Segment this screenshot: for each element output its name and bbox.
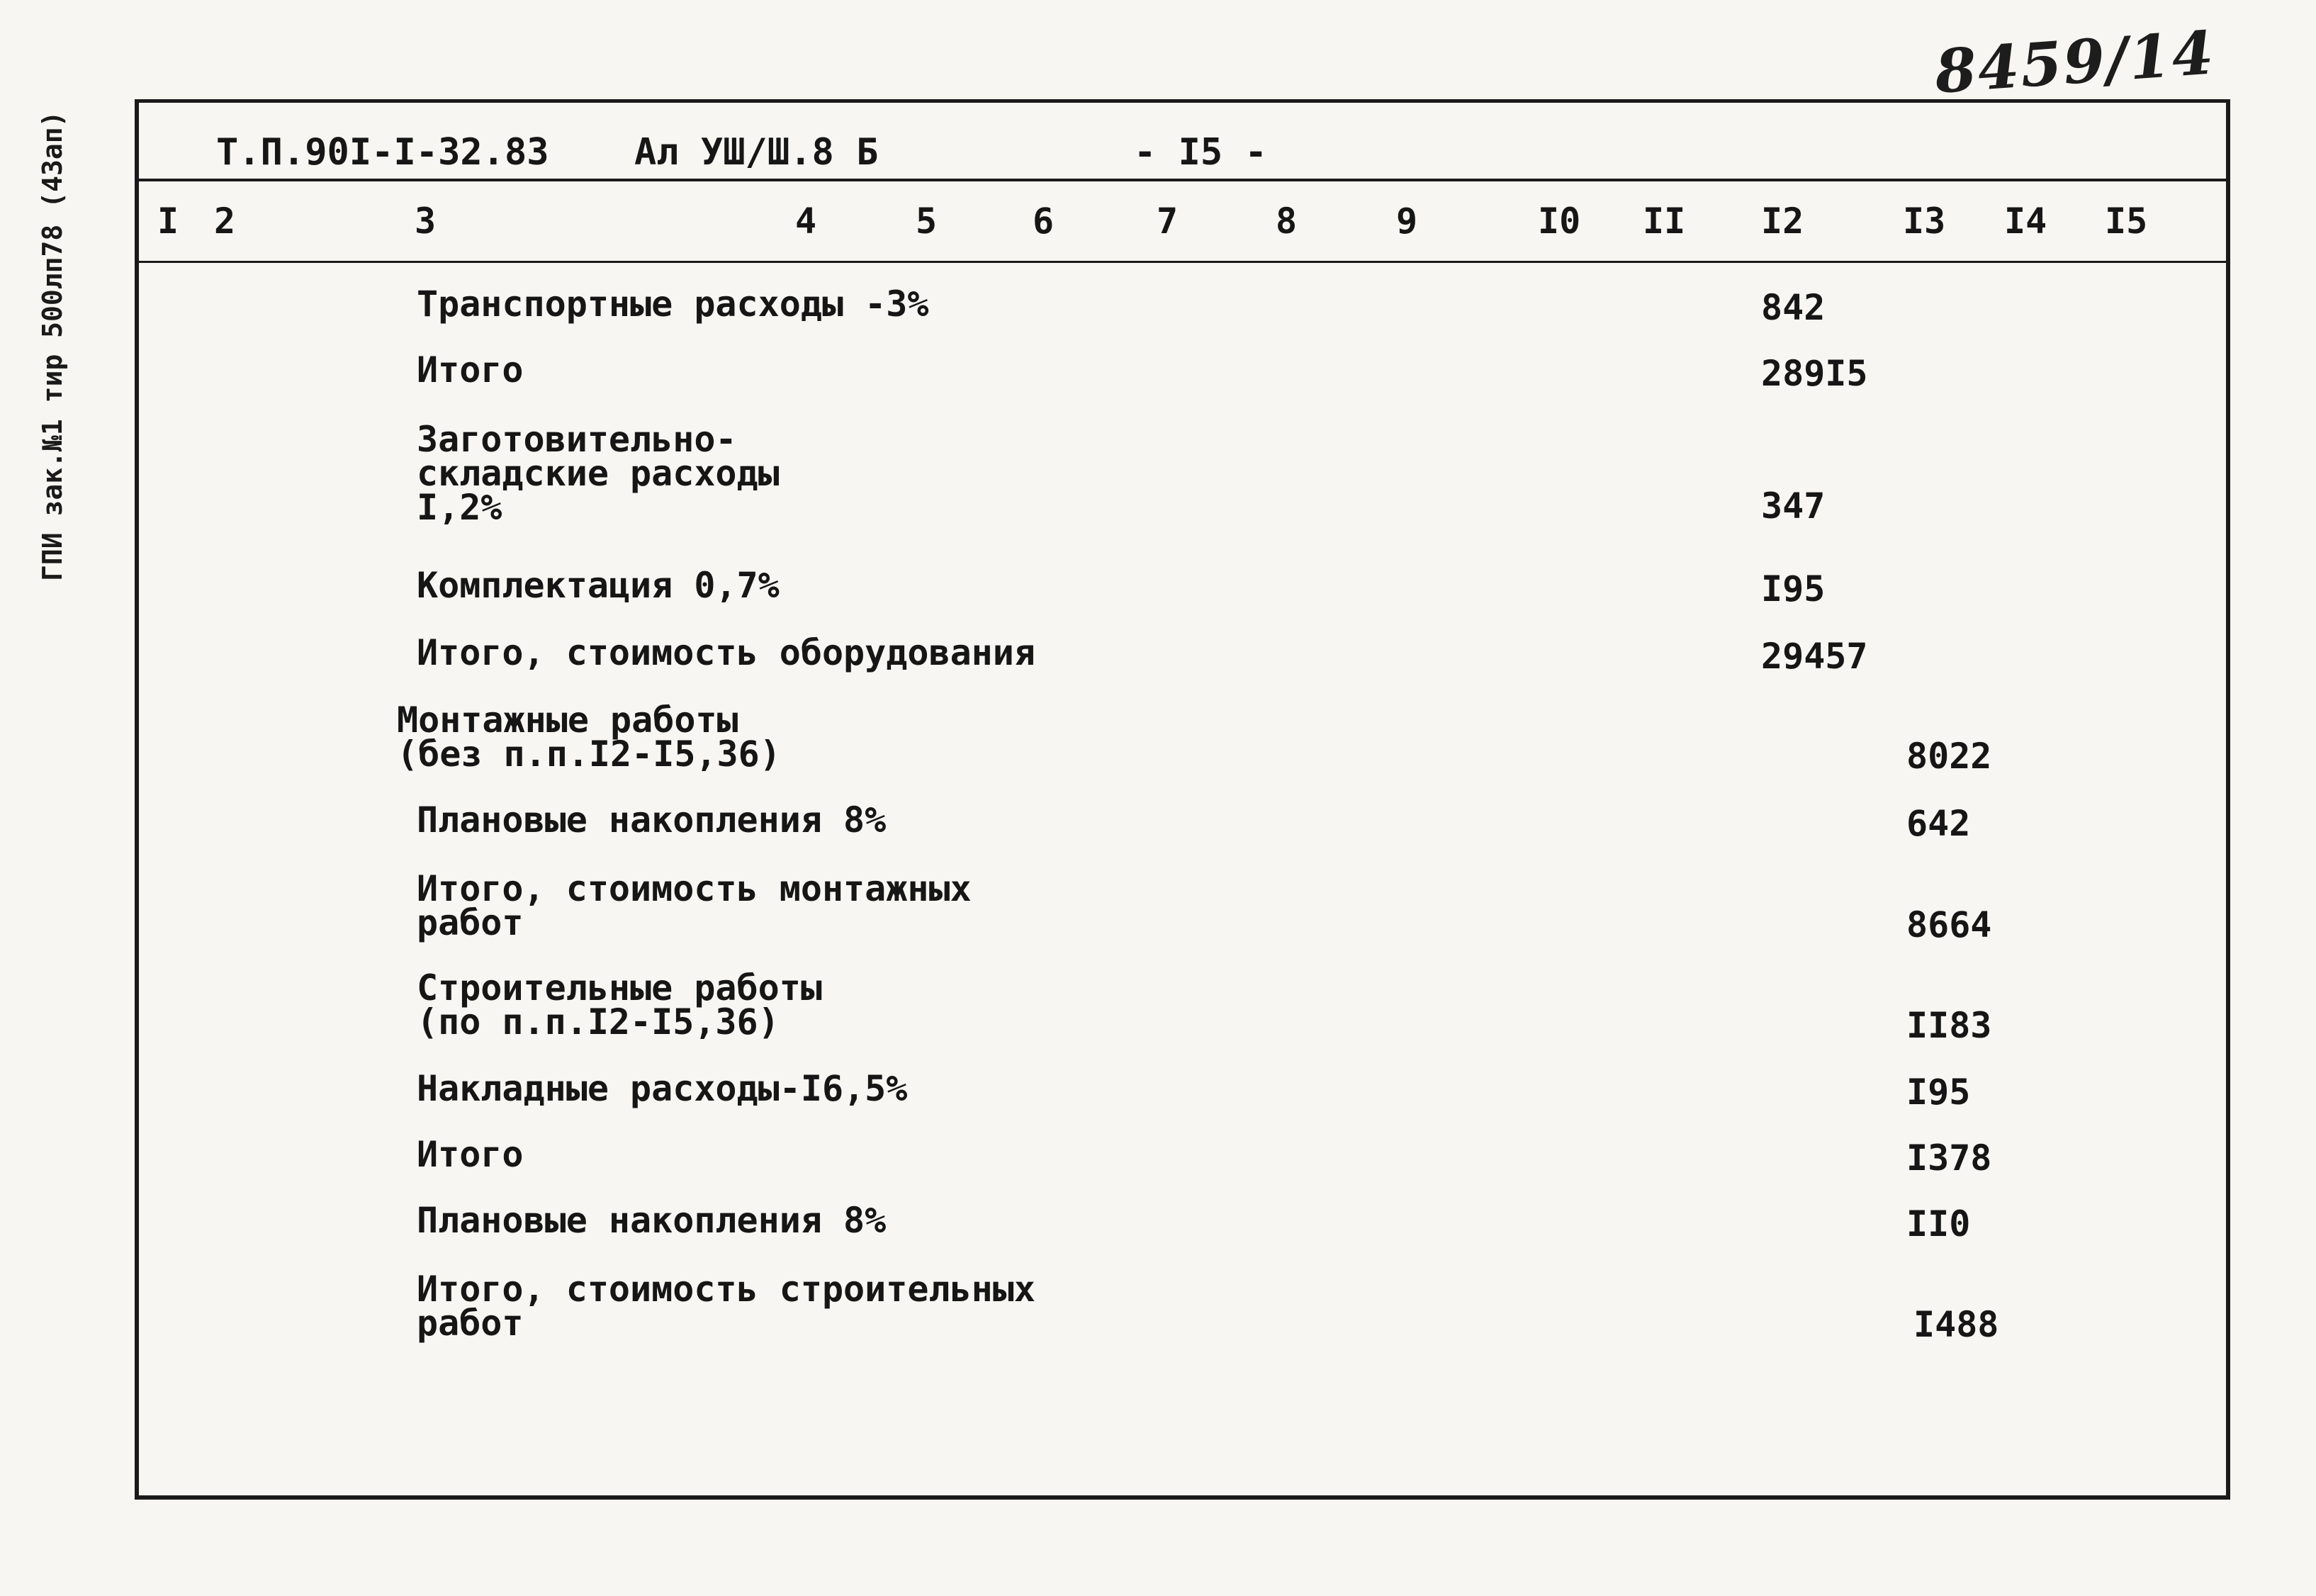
cost-value: 842 (1761, 287, 1826, 328)
row-label: Итого, стоимость оборудования (417, 632, 1035, 673)
cost-value: II83 (1906, 1005, 1992, 1046)
handwritten-archive-number: 8459/14 (1933, 17, 2217, 107)
column-number: 3 (415, 201, 437, 242)
column-number: 5 (916, 201, 938, 242)
column-number: 7 (1157, 201, 1179, 242)
cost-value: I488 (1913, 1304, 1999, 1345)
row-label: Транспортные расходы -3% (417, 283, 929, 325)
column-number: I3 (1903, 201, 1946, 242)
cost-value: 8022 (1906, 736, 1992, 777)
column-number: 9 (1396, 201, 1418, 242)
row-label: Монтажные работы (без п.п.I2-I5,36) (397, 699, 781, 775)
cost-value: I95 (1761, 568, 1826, 609)
column-number: I2 (1761, 201, 1804, 242)
header-divider (135, 179, 2226, 181)
cost-value: 642 (1906, 803, 1971, 844)
cost-value: 347 (1761, 485, 1826, 527)
column-header-divider (135, 261, 2226, 263)
cost-value: 8664 (1906, 904, 1992, 945)
cost-value: 289I5 (1761, 353, 1868, 394)
column-number: I (157, 201, 179, 242)
page-number: - I5 - (1134, 131, 1267, 174)
row-label: Плановые накопления 8% (417, 1200, 887, 1241)
row-label: Итого, стоимость монтажных работ (417, 868, 972, 943)
row-label: Заготовительно- складские расходы I,2% (417, 419, 780, 528)
album-reference: Ал УШ/Ш.8 Б (634, 131, 879, 174)
cost-value: I378 (1906, 1137, 1992, 1179)
document-code: Т.П.90I-I-32.83 (216, 131, 549, 174)
column-number: 4 (795, 201, 817, 242)
column-number: I5 (2105, 201, 2148, 242)
row-label: Итого (417, 349, 524, 390)
cost-value: 29457 (1761, 636, 1868, 677)
column-number: 6 (1033, 201, 1055, 242)
column-number: 2 (214, 201, 236, 242)
row-label: Строительные работы (по п.п.I2-I5,36) (417, 967, 822, 1043)
column-number: I0 (1538, 201, 1581, 242)
row-label: Плановые накопления 8% (417, 799, 887, 841)
column-number: 8 (1276, 201, 1298, 242)
cost-value: I95 (1906, 1072, 1971, 1113)
row-label: Итого, стоимость строительных работ (417, 1269, 1035, 1344)
cost-value: II0 (1906, 1203, 1971, 1244)
row-label: Накладные расходы-I6,5% (417, 1068, 908, 1109)
row-label: Итого (417, 1134, 524, 1175)
side-print-stamp: ГПИ зак.№1 тир 500лп78 (43ап) (37, 111, 68, 581)
row-label: Комплектация 0,7% (417, 565, 780, 606)
column-number: I4 (2004, 201, 2047, 242)
column-number: II (1643, 201, 1686, 242)
